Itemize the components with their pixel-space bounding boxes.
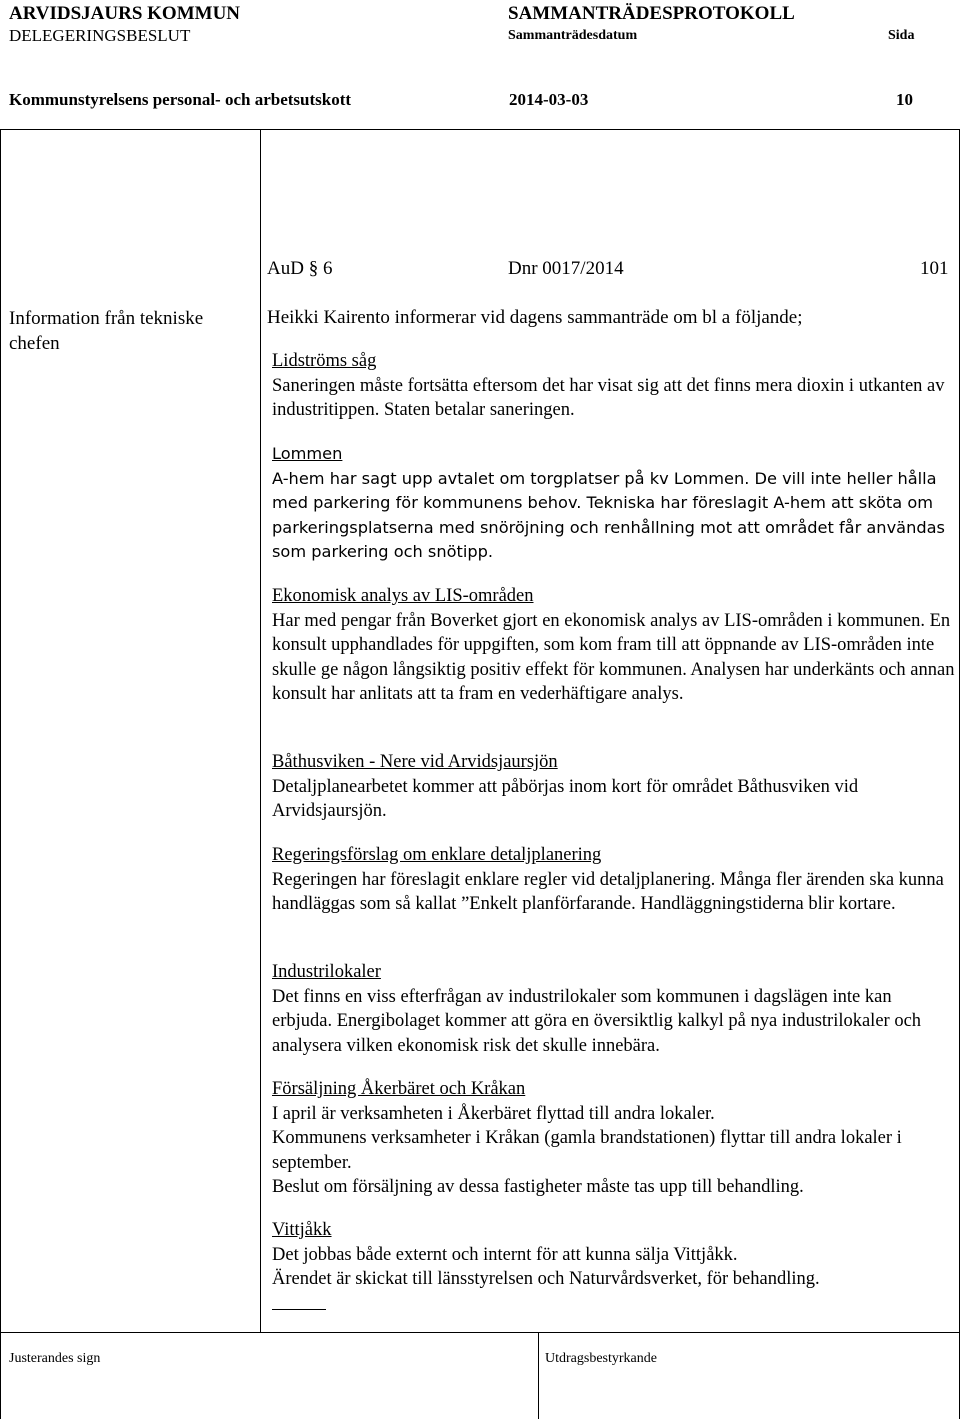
section-lommen xyxy=(272,442,956,565)
paragraph-label: AuD § 6 xyxy=(267,258,333,279)
section-bathusviken xyxy=(272,750,956,824)
section-text: Beslut om försäljning av dessa fastigheter måste tas upp till behandling. xyxy=(272,1177,804,1197)
section-title: Ekonomisk analys av LIS-områden xyxy=(272,586,534,606)
section-title: Lidströms såg xyxy=(272,351,377,371)
section-title: Regeringsförslag om enklare detaljplanering xyxy=(272,845,602,865)
signature-label: Justerandes sign xyxy=(9,1351,101,1366)
diary-number: Dnr 0017/2014 xyxy=(508,258,624,279)
section-title: Lommen xyxy=(272,444,343,463)
section-text: Det jobbas både externt och internt för att kunna sälja Vittjåkk. xyxy=(272,1244,738,1265)
section-text: I april är verksamheten i Åkerbäret flyttad till andra lokaler. xyxy=(272,1103,715,1124)
committee-name: Kommunstyrelsens personal- och arbetsutskott xyxy=(9,90,352,109)
section-lidstroms-sag xyxy=(272,349,956,423)
section-text: Har med pengar från Boverket gjort en ekonomisk analys av LIS-områden i kommunen. En konsult upphandlades för uppgiften, som kom fram till att öppnande av LIS-områden inte skulle ge någon långsiktig positiv effekt för kommunen. Analysen har underkänts och annan konsult har anlitats att ta fram en vederhäftigare analys. xyxy=(272,610,955,704)
paragraph-number: 101 xyxy=(920,258,949,279)
org-name: ARVIDSJAURS KOMMUN xyxy=(9,3,241,24)
end-rule xyxy=(272,1309,326,1310)
page-label: Sida xyxy=(888,28,915,43)
section-text: Detaljplanearbetet kommer att påbörjas inom kort för området Båthusviken vid Arvidsjaursjön. xyxy=(272,776,859,821)
section-forsaljning xyxy=(272,1077,956,1200)
intro-text: Heikki Kairento informerar vid dagens sammanträde om bl a följande; xyxy=(267,307,803,328)
section-text: Det finns en viss efterfrågan av industrilokaler som kommunen i dagslägen inte kan erbjuda. Energibolaget kommer att göra en översiktlig kalkyl på nya industrilokaler och analysera vilken ekonomisk risk det skulle innebära. xyxy=(272,986,922,1056)
frame-bottom-rule xyxy=(0,1332,960,1333)
section-vittjakk xyxy=(272,1218,956,1292)
section-text: A-hem har sagt upp avtalet om torgplatser på kv Lommen. De vill inte heller hålla med parkering för kommunens behov. Tekniska har föreslagit A-hem att sköta om parkeringsplatserna med snöröjning och renhållning mot att området får användas som parkering och snötipp. xyxy=(272,468,945,561)
page-number: 10 xyxy=(896,90,913,109)
signature-divider xyxy=(538,1332,539,1419)
frame-left-rule xyxy=(0,129,1,1419)
section-text: Ärendet är skickat till länsstyrelsen och Naturvårdsverket, för behandling. xyxy=(272,1269,820,1289)
section-title: Försäljning Åkerbäret och Kråkan xyxy=(272,1079,526,1099)
doc-type: SAMMANTRÄDESPROTOKOLL xyxy=(508,3,795,24)
section-text: Saneringen måste fortsätta eftersom det har visat sig att det finns mera dioxin i utkanten av industritippen. Staten betalar saneringen. xyxy=(272,375,945,420)
doc-subtitle: DELEGERINGSBESLUT xyxy=(9,26,191,45)
section-industrilokaler xyxy=(272,960,956,1058)
column-divider xyxy=(260,129,261,1332)
section-title: Industrilokaler xyxy=(272,962,381,982)
section-regeringsforslag xyxy=(272,843,956,917)
section-title: Vittjåkk xyxy=(272,1220,332,1240)
section-ekonomisk-analys xyxy=(272,584,956,707)
certification-label: Utdragsbestyrkande xyxy=(545,1351,657,1366)
section-title: Båthusviken - Nere vid Arvidsjaursjön xyxy=(272,752,558,772)
section-text: Regeringen har föreslagit enklare regler vid detaljplanering. Många fler ärenden ska kunna handläggas som så kallat ”Enkelt planförfarande. Handläggningstiderna blir kortare. xyxy=(272,869,944,914)
paragraph-subject: Information från tekniske chefen xyxy=(9,308,204,354)
meeting-date: 2014-03-03 xyxy=(509,90,589,109)
date-label: Sammanträdesdatum xyxy=(508,28,638,43)
section-text: Kommunens verksamheter i Kråkan (gamla brandstationen) flyttar till andra lokaler i september. xyxy=(272,1128,902,1173)
frame-top-rule xyxy=(0,129,960,130)
